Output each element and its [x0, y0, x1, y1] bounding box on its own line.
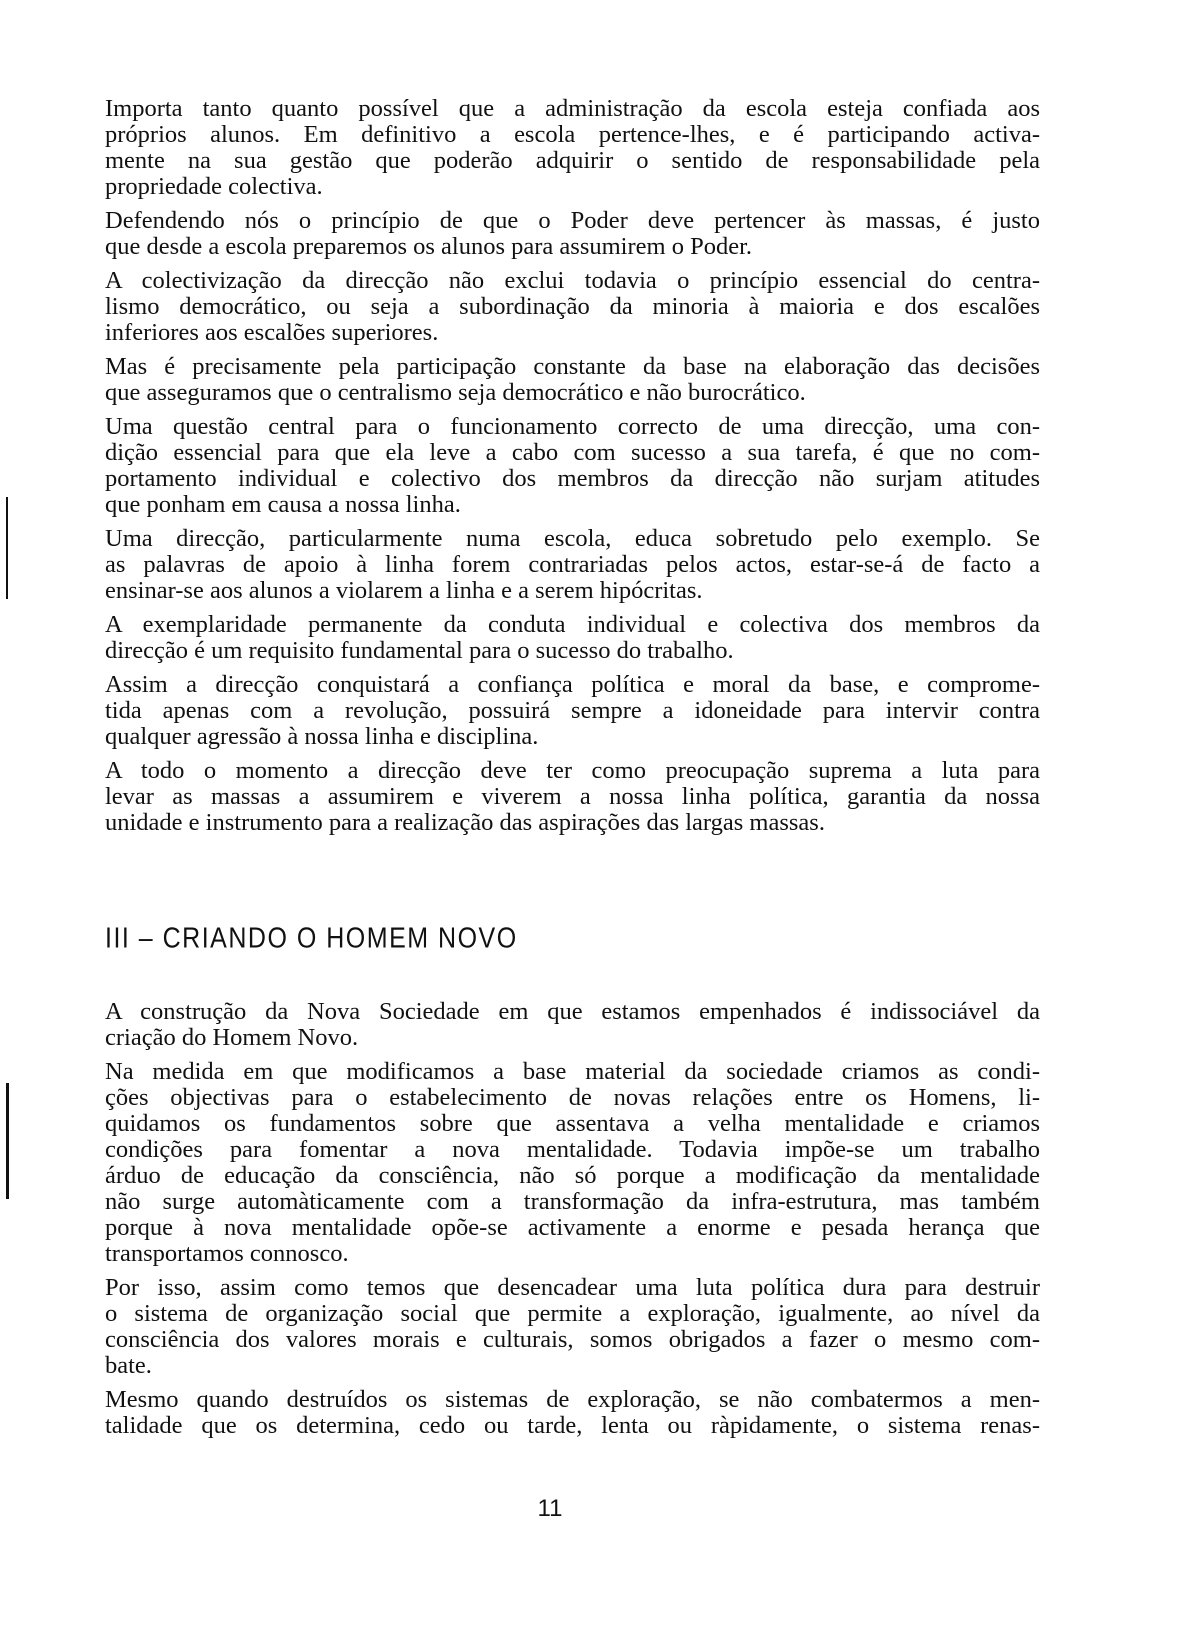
- text-line: quidamos os fundamentos sobre que assentava a velha mentalidade e criamos: [105, 1110, 1040, 1137]
- section1-body: [105, 96, 1040, 844]
- text-line: Uma direcção, particularmente numa escola, educa sobretudo pelo exemplo. Se: [105, 525, 1040, 552]
- paragraph: [105, 999, 1040, 1051]
- margin-mark: [6, 497, 8, 599]
- text-line: A colectivização da direcção não exclui todavia o princípio essencial do centra-: [105, 267, 1040, 294]
- text-line: o sistema de organização social que permite a exploração, igualmente, ao nível da: [105, 1300, 1040, 1327]
- paragraph: [105, 758, 1040, 836]
- text-line: Mas é precisamente pela participação constante da base na elaboração das decisões: [105, 353, 1040, 380]
- text-line: unidade e instrumento para a realização das aspirações das largas massas.: [105, 809, 825, 836]
- paragraph: [105, 612, 1040, 664]
- paragraph: [105, 354, 1040, 406]
- page-number: 11: [537, 1495, 563, 1522]
- text-line: Defendendo nós o princípio de que o Poder deve pertencer às massas, é justo: [105, 207, 1040, 234]
- text-line: talidade que os determina, cedo ou tarde, lenta ou ràpidamente, o sistema renas-: [105, 1412, 1040, 1439]
- text-line: portamento individual e colectivo dos membros da direcção não surjam atitudes: [105, 465, 1040, 492]
- text-line: que desde a escola preparemos os alunos para assumirem o Poder.: [105, 233, 753, 260]
- text-line: que asseguramos que o centralismo seja democrático e não burocrático.: [105, 379, 806, 406]
- section2-body: [105, 999, 1040, 1447]
- text-line: A exemplaridade permanente da conduta individual e colectiva dos membros da: [105, 611, 1040, 638]
- section-heading: III – CRIANDO O HOMEM NOVO: [105, 922, 518, 955]
- text-line: propriedade colectiva.: [105, 173, 323, 200]
- text-line: consciência dos valores morais e culturais, somos obrigados a fazer o mesmo com-: [105, 1326, 1040, 1353]
- paragraph: [105, 1059, 1040, 1267]
- paragraph: [105, 1387, 1040, 1439]
- paragraph: [105, 96, 1040, 200]
- text-line: Por isso, assim como temos que desencadear uma luta política dura para destruir: [105, 1274, 1040, 1301]
- text-line: direcção é um requisito fundamental para o sucesso do trabalho.: [105, 637, 734, 664]
- text-line: tida apenas com a revolução, possuirá sempre a idoneidade para intervir contra: [105, 697, 1040, 724]
- text-line: ensinar-se aos alunos a violarem a linha e a serem hipócritas.: [105, 577, 703, 604]
- paragraph: [105, 268, 1040, 346]
- paragraph: [105, 1275, 1040, 1379]
- paragraph: [105, 672, 1040, 750]
- text-line: Assim a direcção conquistará a confiança política e moral da base, e comprome-: [105, 671, 1040, 698]
- text-line: inferiores aos escalões superiores.: [105, 319, 439, 346]
- text-line: dição essencial para que ela leve a cabo com sucesso a sua tarefa, é que no com-: [105, 439, 1040, 466]
- paragraph: [105, 526, 1040, 604]
- text-line: não surge automàticamente com a transformação da infra-estrutura, mas também: [105, 1188, 1040, 1215]
- paragraph: [105, 414, 1040, 518]
- text-line: Importa tanto quanto possível que a administração da escola esteja confiada aos: [105, 95, 1040, 122]
- paragraph: [105, 208, 1040, 260]
- text-line: que ponham em causa a nossa linha.: [105, 491, 461, 518]
- text-line: A todo o momento a direcção deve ter como preocupação suprema a luta para: [105, 757, 1040, 784]
- margin-mark: [6, 1083, 9, 1199]
- text-line: levar as massas a assumirem e viverem a nossa linha política, garantia da nossa: [105, 783, 1040, 810]
- text-line: Uma questão central para o funcionamento correcto de uma direcção, uma con-: [105, 413, 1040, 440]
- text-line: porque à nova mentalidade opõe-se activamente a enorme e pesada herança que: [105, 1214, 1040, 1241]
- text-line: qualquer agressão à nossa linha e disciplina.: [105, 723, 539, 750]
- text-line: árduo de educação da consciência, não só porque a modificação da mentalidade: [105, 1162, 1040, 1189]
- text-line: próprios alunos. Em definitivo a escola pertence-lhes, e é participando activa-: [105, 121, 1040, 148]
- text-line: bate.: [105, 1352, 152, 1379]
- text-line: Mesmo quando destruídos os sistemas de exploração, se não combatermos a men-: [105, 1386, 1040, 1413]
- text-line: Na medida em que modificamos a base material da sociedade criamos as condi-: [105, 1058, 1040, 1085]
- text-line: ções objectivas para o estabelecimento de novas relações entre os Homens, li-: [105, 1084, 1040, 1111]
- text-line: condições para fomentar a nova mentalidade. Todavia impõe-se um trabalho: [105, 1136, 1040, 1163]
- text-line: mente na sua gestão que poderão adquirir o sentido de responsabilidade pela: [105, 147, 1040, 174]
- text-line: A construção da Nova Sociedade em que estamos empenhados é indissociável da: [105, 998, 1040, 1025]
- text-line: as palavras de apoio à linha forem contrariadas pelos actos, estar-se-á de facto a: [105, 551, 1040, 578]
- text-line: criação do Homem Novo.: [105, 1024, 359, 1051]
- text-line: lismo democrático, ou seja a subordinação da minoria à maioria e dos escalões: [105, 293, 1040, 320]
- text-line: transportamos connosco.: [105, 1240, 349, 1267]
